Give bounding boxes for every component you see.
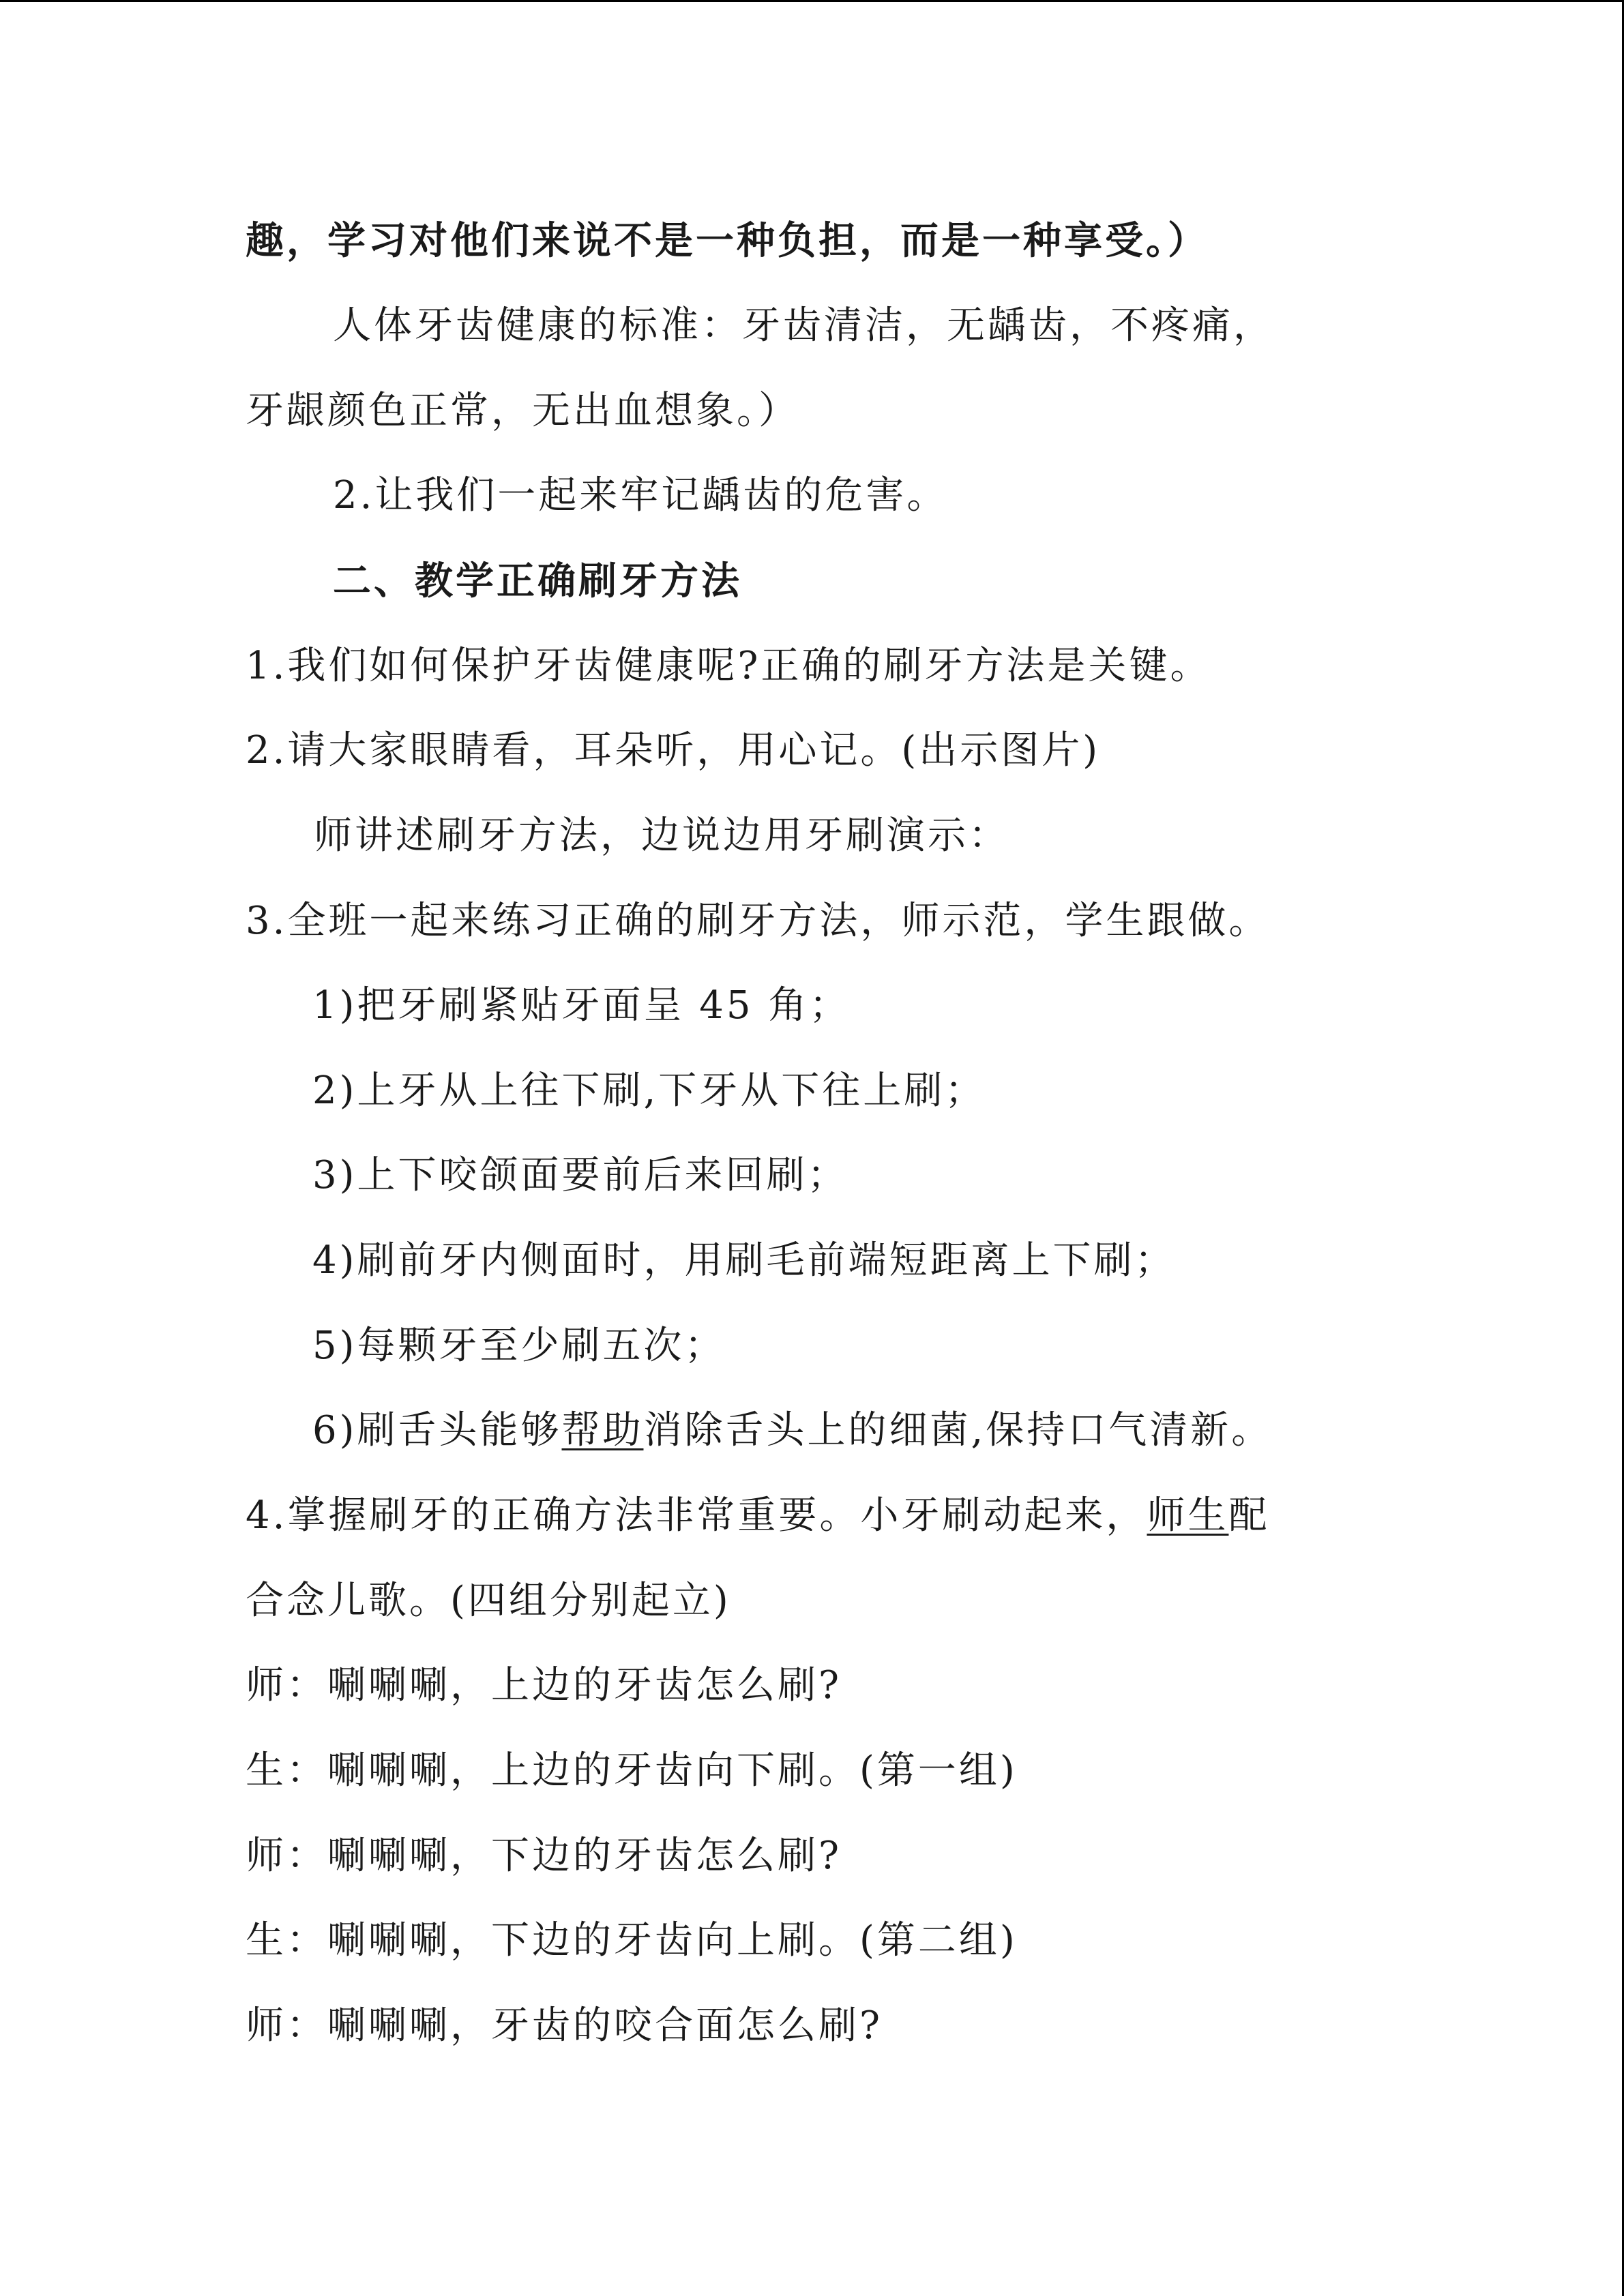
underlined-text: 师生	[1147, 1493, 1229, 1538]
text-segment: 配	[1228, 1493, 1270, 1538]
paragraph-line: 牙龈颜色正常，无出血想象。）	[246, 389, 799, 433]
list-item: 3.全班一起来练习正确的刷牙方法，师示范，学生跟做。	[246, 899, 1270, 943]
list-item: 2.让我们一起来牢记龋齿的危害。	[333, 473, 948, 518]
text-segment: 4.掌握刷牙的正确方法非常重要。小牙刷动起来，	[246, 1493, 1147, 1538]
step-item: 2)上牙从上往下刷,下牙从下往上刷；	[312, 1069, 986, 1113]
section-heading: 二、教学正确刷牙方法	[333, 558, 742, 603]
text-segment: 6)刷舌头能够	[312, 1408, 562, 1452]
dialogue-line: 生：唰唰唰，上边的牙齿向下刷。(第一组)	[246, 1748, 1018, 1793]
dialogue-line: 师：唰唰唰，下边的牙齿怎么刷?	[246, 1834, 842, 1878]
list-item: 1.我们如何保护牙齿健康呢?正确的刷牙方法是关键。	[246, 644, 1211, 688]
page-top-border	[0, 0, 1624, 2]
dialogue-line: 师：唰唰唰，牙齿的咬合面怎么刷?	[246, 2003, 883, 2048]
paragraph-line: 人体牙齿健康的标准：牙齿清洁，无龋齿，不疼痛，	[333, 303, 1274, 348]
paragraph-line: 师讲述刷牙方法，边说边用牙刷演示：	[314, 814, 1009, 858]
dialogue-line: 生：唰唰唰，下边的牙齿向上刷。(第二组)	[246, 1918, 1018, 1963]
step-item	[312, 1407, 1272, 1455]
dialogue-line: 师：唰唰唰，上边的牙齿怎么刷?	[246, 1663, 842, 1708]
underlined-text: 帮助	[561, 1408, 644, 1452]
paragraph-line: 合念儿歌。(四组分别起立)	[246, 1579, 731, 1623]
step-item: 3)上下咬颌面要前后来回刷；	[312, 1153, 848, 1197]
list-item	[246, 1492, 1269, 1540]
step-item: 1)把牙刷紧贴牙面呈 45 角；	[312, 983, 851, 1028]
paragraph-line: 趣，学习对他们来说不是一种负担，而是一种享受。）	[246, 218, 1209, 263]
step-item: 5)每颗牙至少刷五次；	[312, 1324, 726, 1368]
text-segment: 消除舌头上的细菌,保持口气清新。	[643, 1408, 1273, 1452]
list-item: 2.请大家眼睛看，耳朵听，用心记。(出示图片)	[246, 728, 1101, 773]
step-item: 4)刷前牙内侧面时，用刷毛前端短距离上下刷；	[312, 1238, 1176, 1283]
